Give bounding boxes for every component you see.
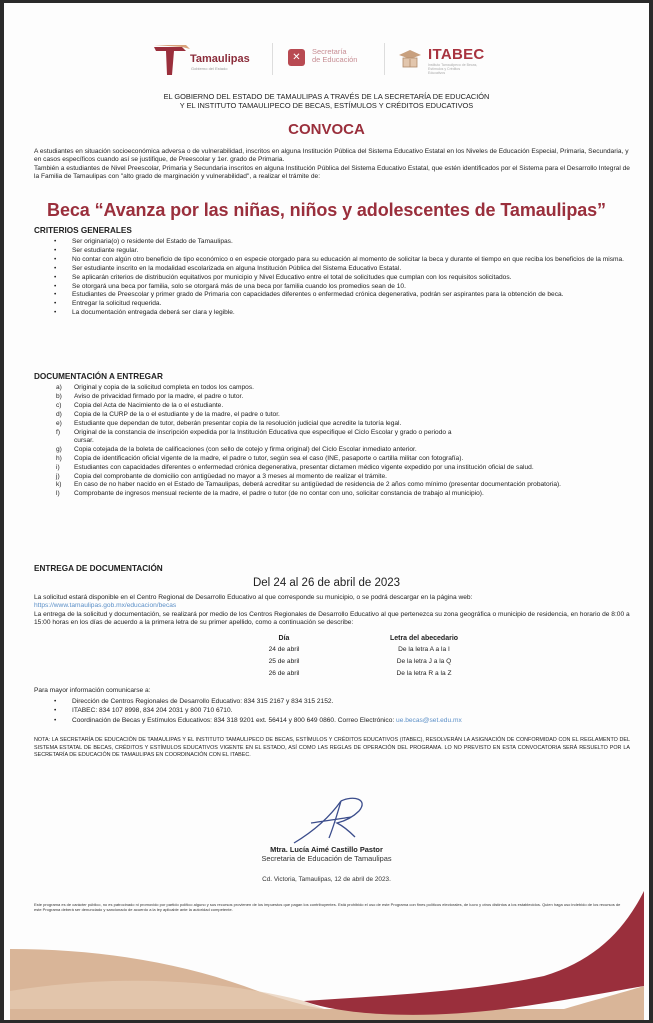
item-text: Estudiantes con capacidades diferentes o enfermedad crónica degenerativa, presentar dictamen médico vigente expedido por una institución oficial de salud. <box>74 463 534 471</box>
item-letter: b) <box>56 392 62 400</box>
place-date: Cd. Victoria, Tamaulipas, 12 de abril de 2023. <box>262 876 391 883</box>
cell-letter: De la letra J a la Q <box>396 657 452 665</box>
item-text: Original de la constancia de inscripción expedida por la Institución Educativa que especifique el Ciclo Escolar y grado o periodo a cursar. <box>74 428 452 444</box>
item-text: Copia del Acta de Nacimiento de la o el estudiante. <box>74 401 224 409</box>
documento-item <box>34 464 632 472</box>
item-text: En caso de no haber nacido en el Estado de Tamaulipas, deberá acreditar su antigüedad de residencia de 2 años como mínimo (presentar documentación probatoria). <box>74 481 562 489</box>
entrega-heading: ENTREGA DE DOCUMENTACIÓN <box>34 564 163 573</box>
documento-item <box>34 446 632 454</box>
documento-item <box>34 411 632 419</box>
logo-divider <box>272 43 273 75</box>
itabec-logo-text: ITABEC <box>428 46 485 63</box>
tamaulipas-logo-subtitle: Gobierno del Estado <box>191 66 228 71</box>
item-letter: a) <box>56 384 62 391</box>
documento-item <box>34 490 632 498</box>
item-text: Copia de la CURP de la o el estudiante y de la madre, el padre o tutor. <box>74 410 280 418</box>
intro-line-1: EL GOBIERNO DEL ESTADO DE TAMAULIPAS A TRAVÉS DE LA SECRETARÍA DE EDUCACIÓN <box>163 92 490 101</box>
item-text: Copia de identificación oficial vigente de la madre, el padre o tutor, según sea el caso (INE, pasaporte o cartilla militar con fotografía). <box>74 454 464 462</box>
secretaria-logo-icon: ✕ <box>288 49 305 66</box>
entrega-paragraph-2: La entrega de la solicitud y documentación, se realizará por medio de los Centros Regionales de Desarrollo Educativo al que pertenezca su zona geográfica o municipio de residencia, en horario de 8:00 a 15:00 horas en los días de acuerdo a la primera letra de su primer apellido, como a continuación se describe: <box>34 611 630 627</box>
intro-line-2: Y EL INSTITUTO TAMAULIPECO DE BECAS, ESTÍMULOS Y CRÉDITOS EDUCATIVOS <box>179 101 474 110</box>
documentacion-list <box>34 384 632 499</box>
criterio-item: • Se aplicarán criterios de distribución equitativos por municipio y Nivel Educativo entre el total de solicitudes que cumplan con los requisitos solicitados. <box>34 274 632 282</box>
item-letter: k) <box>56 481 62 489</box>
header-logos <box>4 41 649 81</box>
item-text: Comprobante de ingresos mensual reciente de la madre, el padre o tutor (de no contar con uno, solicitar constancia de trabajo al municipio). <box>74 490 484 498</box>
schedule-row <box>229 667 509 679</box>
documento-item <box>34 402 632 410</box>
tamaulipas-logo-icon <box>152 43 192 77</box>
entrega-dates: Del 24 al 26 de abril de 2023 <box>252 577 401 589</box>
criterio-item: • Estudiantes de Preescolar y primer grado de Primaria con capacidades diferentes o enfermedad crónica degenerativa, podrán ser aspirantes para la obtención de beca. <box>34 291 632 299</box>
schedule-header <box>229 633 509 643</box>
criterios-list <box>34 238 632 318</box>
contacto-item: • Dirección de Centros Regionales de Desarrollo Educativo: 834 315 2167 y 834 315 2152. <box>34 697 632 706</box>
item-letter: h) <box>56 454 62 462</box>
nota-paragraph: NOTA: LA SECRETARÍA DE EDUCACIÓN DE TAMAULIPAS Y EL INSTITUTO TAMAULIPECO DE BECAS, ESTÍMULOS Y CRÉDITOS EDUCATIVOS (ITABEC), RESOLVERÁN LA ASIGNACIÓN DE CONFORMIDAD CON EL REGLAMENTO DEL SISTEMA ESTATAL DE BECAS, CRÉDITOS Y ESTÍMULOS EDUCATIVOS VIGENTE EN EL ESTADO, ASÍ COMO LAS REGLAS DE OPERACIÓN DEL PROGRAMA. LO NO PREVISTO EN ESTA CONVOCATORIA SERÁ RESUELTO POR LA SECRETARÍA DE EDUCACIÓN DE TAMAULIPAS EN COORDINACIÓN CON EL ITABEC. <box>34 737 630 759</box>
cell-day: 24 de abril <box>268 645 300 653</box>
intro-paragraph-2: También a estudiantes de Nivel Preescolar, Primaria y Secundaria inscritos en alguna Institución Pública del Sistema Educativo Estatal, que estén identificados por el Sistema para el Desarrollo Integral de la Familia de Tamaulipas con "alto grado de marginación y vulnerabilidad", a realizar el trámite de: <box>34 165 630 181</box>
contacto-item <box>34 716 632 725</box>
item-letter: c) <box>56 401 62 409</box>
secretaria-line-2: de Educación <box>312 55 358 64</box>
signature-icon <box>289 793 379 848</box>
disclaimer-text: Este programa es de carácter público, no es patrocinado ni promovido por partido político alguno y sus recursos provienen de los impuestos que pagan los contribuyentes. Está prohibido el uso de este Programa con fines políticos electorales, de lucro y otros distintos a los establecidos. Quien haga uso indebido de los recursos de este Programa deberá ser denunciado y sancionado de acuerdo a la ley aplicable ante la autoridad competente. <box>34 902 621 913</box>
criterio-item: • La documentación entregada deberá ser clara y legible. <box>34 309 632 317</box>
documentacion-heading: DOCUMENTACIÓN A ENTREGAR <box>34 372 163 381</box>
item-text: Aviso de privacidad firmado por la madre, el padre o tutor. <box>74 392 244 400</box>
coordinacion-text: Coordinación de Becas y Estímulos Educativos: 834 318 9201 ext. 56414 y 800 649 0860. Correo Electrónico: <box>72 716 397 724</box>
tamaulipas-logo-text: Tamaulipas <box>190 53 250 65</box>
item-letter: e) <box>56 419 62 427</box>
documento-item <box>34 481 632 489</box>
criterio-item: • Se otorgará una beca por familia, solo se otorgará más de una beca por familia cuando los promedios sean de 10. <box>34 283 632 291</box>
cell-letter: De la letra R a la Z <box>396 669 452 677</box>
item-letter: j) <box>56 472 60 480</box>
item-text: Original y copia de la solicitud completa en todos los campos. <box>74 384 254 391</box>
item-text: Estudiante que dependan de tutor, deberán presentar copia de la resolución judicial que acredite la tutoría legal. <box>74 419 402 427</box>
item-letter: g) <box>56 445 62 453</box>
itabec-logo-subtitle: Instituto Tamaulipeco de Becas, Estímulos y Créditos Educativos <box>428 63 478 75</box>
secretaria-logo-text <box>312 48 357 64</box>
contacto-list <box>34 697 632 725</box>
item-text: Copia del comprobante de domicilio con antigüedad no mayor a 3 meses al momento de realizar el trámite. <box>74 472 388 480</box>
documento-item <box>34 420 632 428</box>
cell-letter: De la letra A a la I <box>398 645 450 653</box>
signer-name: Mtra. Lucía Aimé Castillo Pastor <box>270 845 383 854</box>
email-link[interactable]: ue.becas@set.edu.mx <box>396 716 462 724</box>
intro-paragraph-1: A estudiantes en situación socioeconómica adversa o de vulnerabilidad, inscritos en alguna Institución Pública del Sistema Educativo Estatal en los Niveles de Educación Especial, Primaria, Secundaria, y en casos específicos cuando así se justifique, de Preescolar y 1er. grado de Primaria. <box>34 148 629 164</box>
secretaria-line-1: Secretaría <box>312 47 347 56</box>
schedule-row <box>229 643 509 655</box>
schedule-table <box>229 633 509 679</box>
signer-role: Secretaria de Educación de Tamaulipas <box>261 854 392 863</box>
entrega-paragraph-1 <box>34 594 630 611</box>
criterio-item: • Ser estudiante inscrito en la modalidad escolarizada en alguna Institución Pública del Sistema Educativo Estatal. <box>34 265 632 273</box>
documento-item <box>34 393 632 401</box>
cell-day: 25 de abril <box>268 657 300 665</box>
criterios-heading: CRITERIOS GENERALES <box>34 226 132 235</box>
header-letter: Letra del abecedario <box>389 634 459 642</box>
item-letter: d) <box>56 410 62 418</box>
convoca-title: CONVOCA <box>288 121 365 138</box>
logo-divider <box>384 43 385 75</box>
schedule-row <box>229 655 509 667</box>
criterio-item: • Ser estudiante regular. <box>34 247 632 255</box>
entrega-text: La solicitud estará disponible en el Centro Regional de Desarrollo Educativo al que corresponde su municipio, o se podrá descargar en la página web: <box>34 594 473 601</box>
documento-item <box>34 455 632 463</box>
item-letter: f) <box>56 428 61 436</box>
beca-title: Beca “Avanza por las niñas, niños y adolescentes de Tamaulipas” <box>47 200 606 220</box>
contacto-item: • ITABEC: 834 107 8998, 834 204 2031 y 800 710 6710. <box>34 706 632 715</box>
item-letter: i) <box>56 463 60 471</box>
cell-day: 26 de abril <box>268 669 300 677</box>
item-text: Copia cotejada de la boleta de calificaciones (con sello de cotejo y firma original) del Ciclo Escolar inmediato anterior. <box>74 445 417 453</box>
item-letter: l) <box>56 490 60 498</box>
criterio-item: • No contar con algún otro beneficio de tipo económico o en especie otorgado para su educación al momento de solicitar la beca y durante el tiempo en que reciba los beneficios de la misma. <box>34 256 632 264</box>
documento-item <box>34 429 632 446</box>
intro-heading <box>4 92 649 110</box>
documento-item <box>34 384 632 392</box>
contacto-intro: Para mayor información comunicarse a: <box>34 687 151 694</box>
becas-link[interactable]: https://www.tamaulipas.gob.mx/educacion/becas <box>34 602 177 610</box>
criterio-item: • Entregar la solicitud requerida. <box>34 300 632 308</box>
document-page <box>4 3 649 1020</box>
header-day: Día <box>278 634 290 642</box>
criterio-item: • Ser originaria(o) o residente del Estado de Tamaulipas. <box>34 238 632 246</box>
graduation-cap-icon <box>397 49 423 69</box>
documento-item <box>34 473 632 481</box>
